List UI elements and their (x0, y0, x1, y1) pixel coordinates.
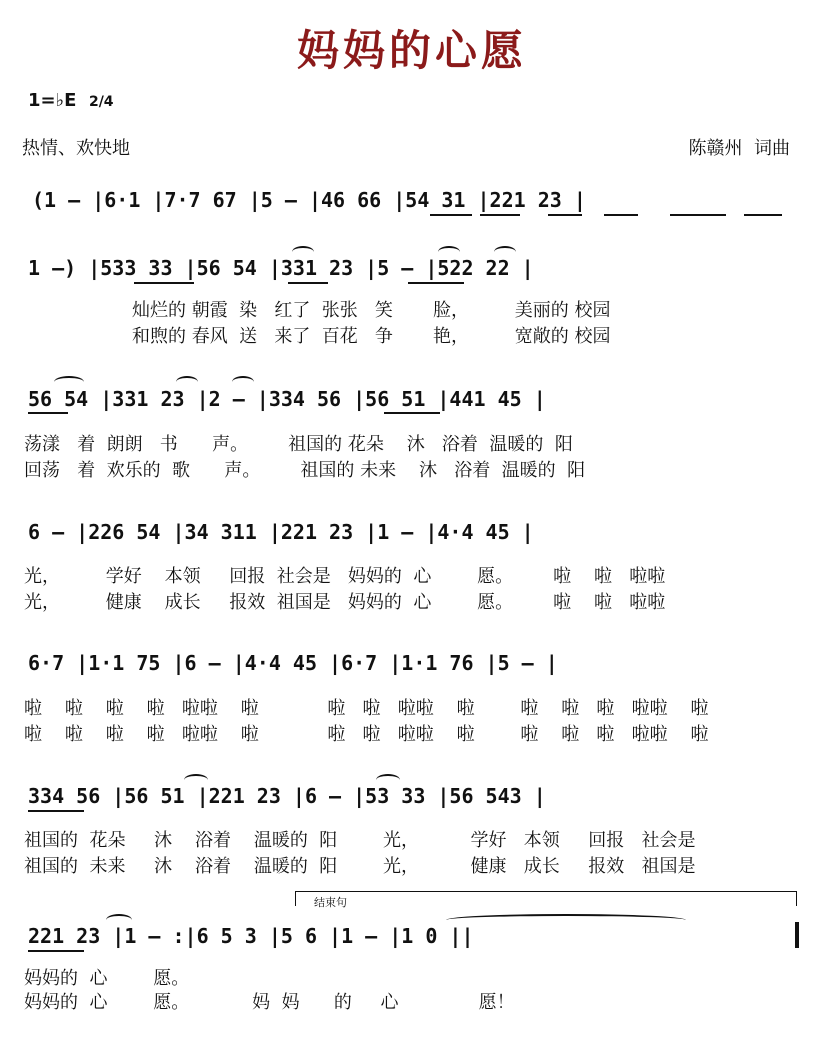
lyrics-row-6-verse-2: 祖国的 未来 沐 浴着 温暖的 阳 光， 健康 成长 报效 祖国是 (24, 856, 696, 877)
notes-row-6: 334 56 |56 51 |221 23 |6 — |53 33 |56 543 | (28, 784, 546, 808)
beam (28, 810, 84, 812)
tempo-marking: 热情、欢快地 (22, 138, 130, 159)
lyrics-row-5-verse-1: 啦 啦 啦 啦 啦啦 啦 啦 啦 啦啦 啦 啦 啦 啦 啦啦 啦 (24, 698, 709, 719)
beam (548, 214, 582, 216)
final-barline (795, 922, 799, 948)
ending-bracket (295, 891, 797, 906)
tie (494, 246, 516, 258)
time-signature: 2/4 (88, 94, 114, 110)
tie (292, 246, 314, 258)
beam (670, 214, 726, 216)
notes-row-5: 6·7 |1·1 75 |6 — |4·4 45 |6·7 |1·1 76 |5 — | (28, 651, 558, 675)
tie (446, 914, 686, 926)
beam (28, 950, 84, 952)
lyrics-row-6-verse-1: 祖国的 花朵 沐 浴着 温暖的 阳 光， 学好 本领 回报 社会是 (24, 830, 696, 851)
beam (28, 412, 68, 414)
beam (408, 282, 464, 284)
ending-label: 结束句 (314, 896, 347, 909)
lyrics-row-7-verse-2: 妈妈的 心 愿。 妈 妈 的 心 愿！ (24, 992, 515, 1013)
notes-row-4: 6 — |226 54 |34 311 |221 23 |1 — |4·4 45 | (28, 520, 534, 544)
notes-row-2: 1 —) |533 33 |56 54 |331 23 |5 — |522 22 | (28, 256, 534, 280)
lyrics-row-7-verse-1: 妈妈的 心 愿。 (24, 968, 190, 989)
lyrics-row-3-verse-2: 回荡 着 欢乐的 歌 声。 祖国的 未来 沐 浴着 温暖的 阳 (24, 460, 586, 481)
beam (134, 282, 194, 284)
beam (288, 282, 328, 284)
lyrics-row-5-verse-2: 啦 啦 啦 啦 啦啦 啦 啦 啦 啦啦 啦 啦 啦 啦 啦啦 啦 (24, 724, 709, 745)
beam (480, 214, 520, 216)
author-credit: 陈赣州 词曲 (688, 138, 790, 159)
beam (604, 214, 638, 216)
beam (384, 412, 440, 414)
key-signature (28, 90, 114, 111)
notes-row-3: 56 54 |331 23 |2 — |334 56 |56 51 |441 45 | (28, 387, 546, 411)
beam (744, 214, 782, 216)
song-title: 妈妈的心愿 (296, 26, 527, 75)
tie (232, 376, 254, 388)
lyrics-row-2-verse-1: 灿烂的 朝霞 染 红了 张张 笑 脸， 美丽的 校园 (132, 300, 611, 321)
beam (430, 214, 472, 216)
tie (376, 774, 400, 786)
tie (54, 376, 84, 388)
lyrics-row-2-verse-2: 和煦的 春风 送 来了 百花 争 艳， 宽敞的 校园 (132, 326, 611, 347)
key-text: 1=♭E (28, 90, 77, 111)
notes-row-1: (1 — |6·1 |7·7 67 |5 — |46 66 |54 31 |221 23 | (32, 188, 586, 212)
tie (176, 376, 198, 388)
lyrics-row-4-verse-2: 光， 健康 成长 报效 祖国是 妈妈的 心 愿。 啦 啦 啦啦 (24, 592, 666, 613)
lyrics-row-4-verse-1: 光， 学好 本领 回报 社会是 妈妈的 心 愿。 啦 啦 啦啦 (24, 566, 666, 587)
tie (106, 914, 132, 926)
tie (184, 774, 208, 786)
tie (438, 246, 460, 258)
notes-row-7: 221 23 |1 — :|6 5 3 |5 6 |1 — |1 0 || (28, 924, 474, 948)
lyrics-row-3-verse-1: 荡漾 着 朗朗 书 声。 祖国的 花朵 沐 浴着 温暖的 阳 (24, 434, 573, 455)
